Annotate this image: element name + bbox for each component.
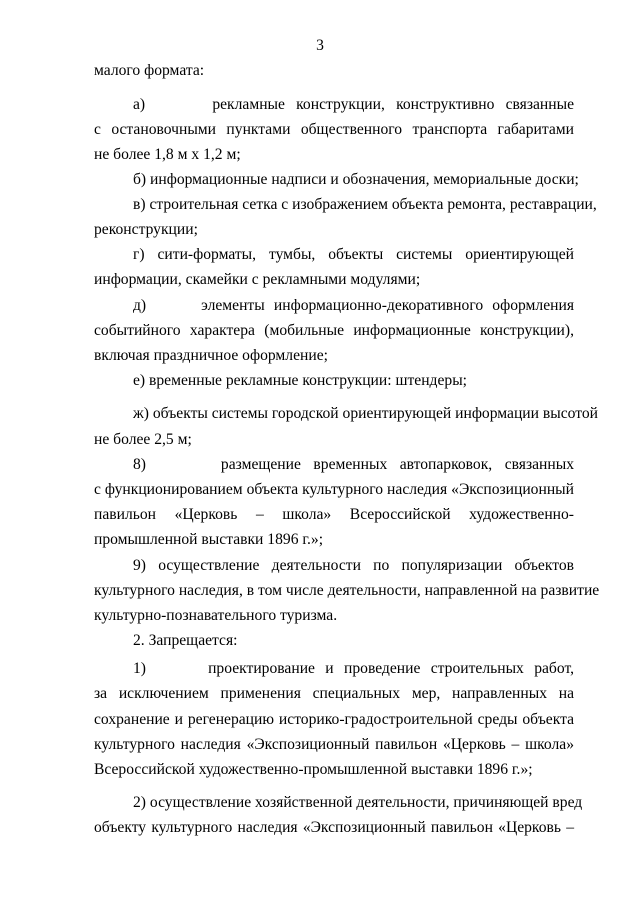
text-line: культурного наследия «Экспозиционный павильон «Церковь – школа»	[94, 736, 574, 753]
text-line: малого формата:	[94, 62, 205, 79]
text-line: с остановочными пунктами общественного транспорта габаритами	[94, 121, 574, 138]
text-line: а) рекламные конструкции, конструктивно связанные	[133, 96, 574, 113]
text-line: 9) осуществление деятельности по популяризации объектов	[133, 557, 574, 574]
text-line: Всероссийской художественно-промышленной выставки 1896 г.»;	[94, 761, 533, 778]
text-line: культурно-познавательного туризма.	[94, 607, 338, 624]
text-line: 8) размещение временных автопарковок, связанных	[133, 456, 574, 473]
text-line: ж) объекты системы городской ориентирующей информации высотой	[133, 405, 598, 422]
text-line: 2. Запрещается:	[133, 632, 238, 649]
text-line: е) временные рекламные конструкции: штендеры;	[133, 372, 468, 389]
text-line: с функционированием объекта культурного наследия «Экспозиционный	[94, 481, 574, 498]
text-line: включая праздничное оформление;	[94, 347, 328, 364]
text-line: объекту культурного наследия «Экспозиционный павильон «Церковь –	[94, 819, 574, 836]
text-line: не более 1,8 м х 1,2 м;	[94, 146, 241, 163]
text-line: 1) проектирование и проведение строительных работ,	[133, 660, 574, 677]
text-line: за исключением применения специальных мер, направленных на	[94, 685, 574, 702]
text-line: не более 2,5 м;	[94, 431, 192, 448]
text-line: сохранение и регенерацию историко-градостроительной среды объекта	[94, 711, 574, 728]
text-line: промышленной выставки 1896 г.»;	[94, 531, 324, 548]
text-line: б) информационные надписи и обозначения, мемориальные доски;	[133, 171, 579, 188]
text-line: культурного наследия, в том числе деятельности, направленной на развитие	[94, 582, 600, 599]
text-line: 2) осуществление хозяйственной деятельности, причиняющей вред	[133, 794, 583, 811]
text-line: д) элементы информационно-декоративного оформления	[133, 297, 574, 314]
text-line: событийного характера (мобильные информационные конструкции),	[94, 322, 574, 339]
text-line: информации, скамейки с рекламными модулями;	[94, 271, 421, 288]
page-number: 3	[316, 37, 324, 54]
text-line: реконструкции;	[94, 221, 198, 238]
text-line: в) строительная сетка с изображением объекта ремонта, реставрации,	[133, 196, 597, 213]
text-line: павильон «Церковь – школа» Всероссийской художественно-	[94, 506, 574, 523]
text-line: г) сити-форматы, тумбы, объекты системы ориентирующей	[133, 246, 574, 263]
